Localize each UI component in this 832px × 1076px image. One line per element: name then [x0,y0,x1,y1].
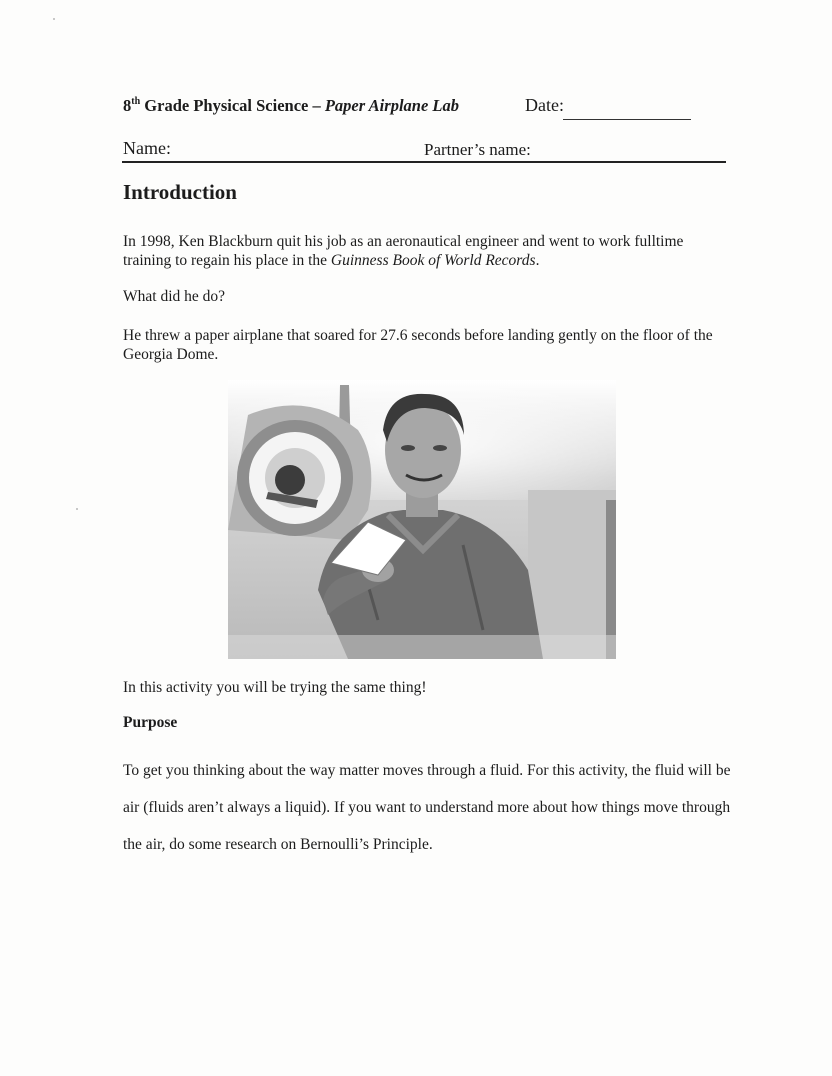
purpose-body: To get you thinking about the way matter moves through a fluid. For this activity, the fluid will be air (fluids aren’t always a liquid). If you want to understand more about how things move through the air, do some research on Bernoulli’s Principle. [123,762,731,853]
worksheet-header [123,96,459,116]
intro-paragraph [123,232,733,270]
grade-number: 8 [123,96,132,115]
course-name: Grade Physical Science – [140,96,325,115]
intro-period: . [535,252,540,269]
scan-speck [53,18,55,20]
name-field-line[interactable] [122,161,726,163]
book-title: Guinness Book of World Records [330,252,536,269]
scan-speck [76,508,78,510]
question-text: What did he do? [123,288,226,305]
name-label: Name: [123,138,171,158]
intro-text: In 1998, Ken Blackburn quit his job as an aeronautical engineer and went to work fulltime training to regain his place in the [123,233,684,269]
lab-title: Paper Airplane Lab [324,96,459,115]
purpose-heading: Purpose [123,714,178,731]
date-field-line[interactable] [563,119,691,120]
introduction-heading: Introduction [123,180,237,204]
activity-sentence: In this activity you will be trying the same thing! [123,679,427,696]
answer-text: He threw a paper airplane that soared for 27.6 seconds before landing gently on the floor of the Georgia Dome. [123,327,713,363]
ken-blackburn-photo [228,380,616,659]
partner-name-label: Partner’s name: [424,140,531,159]
grade-ordinal: th [131,96,141,107]
date-label: Date: [525,95,564,115]
